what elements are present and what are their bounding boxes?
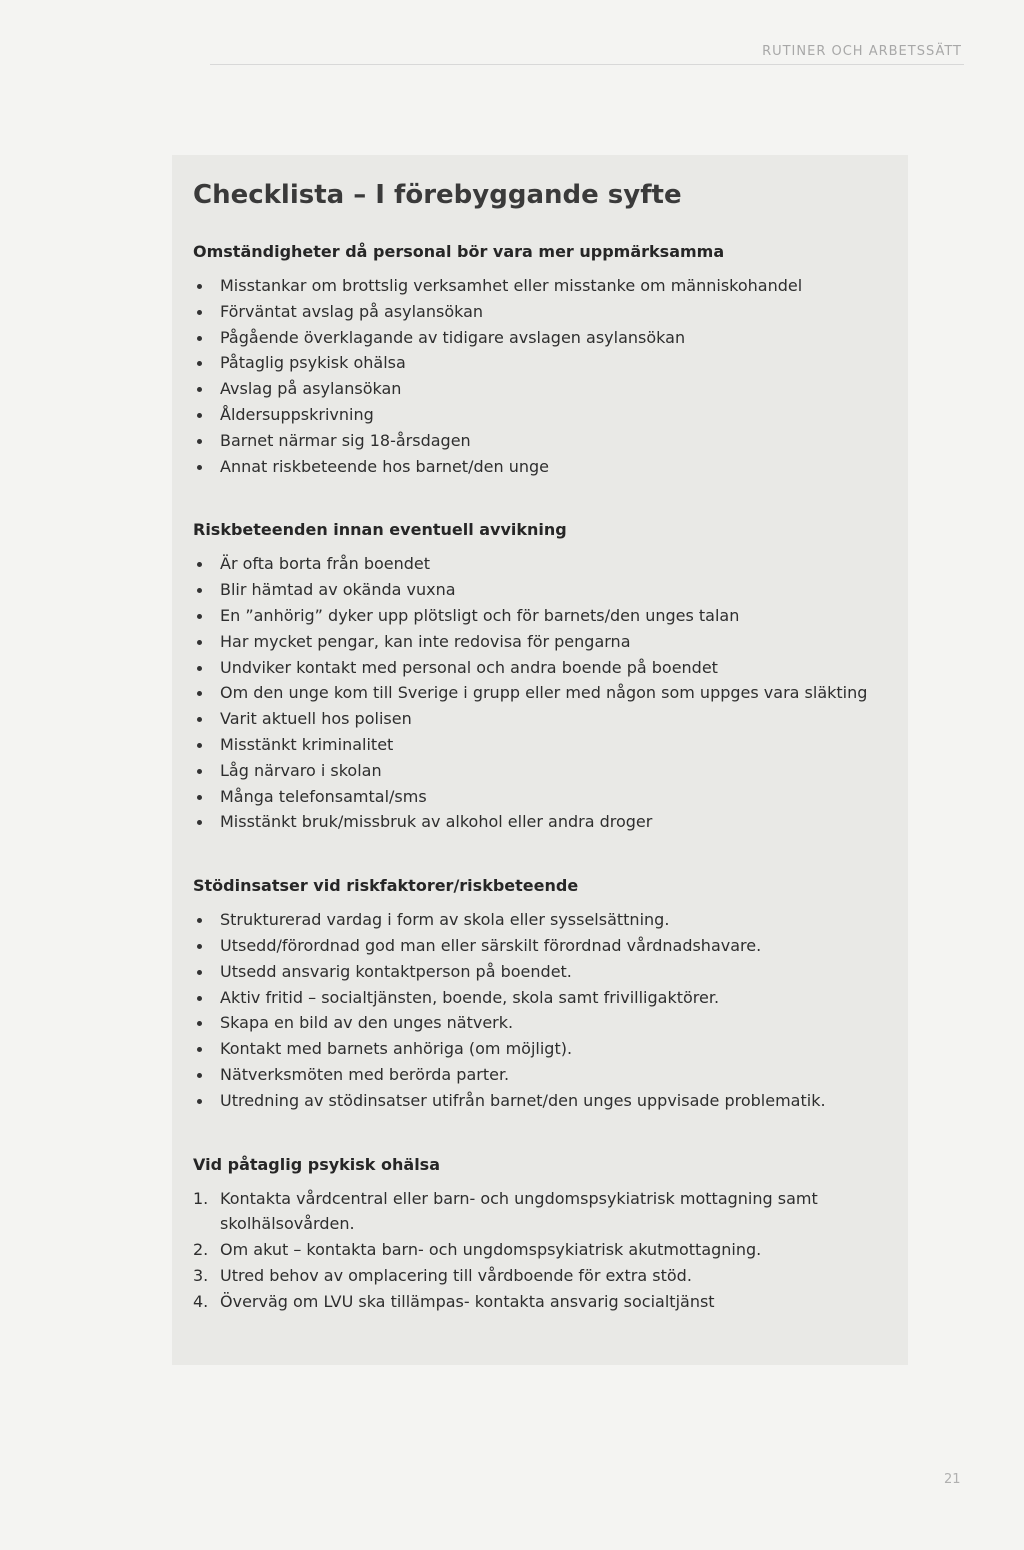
list-item: Har mycket pengar, kan inte redovisa för pengarna: [193, 629, 893, 655]
list-item: Annat riskbeteende hos barnet/den unge: [193, 454, 893, 480]
list-item: Avslag på asylansökan: [193, 376, 893, 402]
section-heading-stodinsatser: Stödinsatser vid riskfaktorer/riskbeteende: [193, 876, 579, 896]
list-item: Låg närvaro i skolan: [193, 758, 893, 784]
numbered-list-item: [193, 1263, 893, 1289]
list-item-text: Om akut – kontakta barn- och ungdomspsykiatrisk akutmottagning.: [220, 1240, 762, 1260]
numbered-list-item: [193, 1237, 893, 1263]
list-item: Förväntat avslag på asylansökan: [193, 299, 893, 325]
list-item: Utsedd/förordnad god man eller särskilt förordnad vårdnadshavare.: [193, 933, 893, 959]
list-item: Åldersuppskrivning: [193, 402, 893, 428]
list-stodinsatser: [193, 907, 893, 1113]
list-item-text: Utred behov av omplacering till vårdboende för extra stöd.: [220, 1265, 692, 1285]
page-number: 21: [944, 1472, 961, 1487]
list-item: Är ofta borta från boendet: [193, 551, 893, 577]
header-divider: [210, 64, 964, 65]
list-item: Kontakt med barnets anhöriga (om möjligt).: [193, 1036, 893, 1062]
list-item: Utsedd ansvarig kontaktperson på boendet.: [193, 959, 893, 985]
list-item: Misstankar om brottslig verksamhet eller misstanke om människohandel: [193, 273, 893, 299]
numbered-list-psykisk-ohalsa: [193, 1186, 893, 1315]
running-header: RUTINER OCH ARBETSSÄTT: [762, 44, 962, 59]
checklist-content: [193, 178, 893, 1355]
page-title: Checklista – I förebyggande syfte: [193, 180, 682, 210]
list-item: Misstänkt bruk/missbruk av alkohol eller andra droger: [193, 809, 893, 835]
list-number: 1.: [193, 1188, 209, 1208]
list-item: Skapa en bild av den unges nätverk.: [193, 1010, 893, 1036]
list-riskbeteenden: [193, 551, 893, 835]
list-item: Barnet närmar sig 18-årsdagen: [193, 428, 893, 454]
list-item: Varit aktuell hos polisen: [193, 706, 893, 732]
list-item: Utredning av stödinsatser utifrån barnet/den unges uppvisade problematik.: [193, 1088, 893, 1114]
list-item: Aktiv fritid – socialtjänsten, boende, skola samt frivilligaktörer.: [193, 985, 893, 1011]
numbered-list-item: [193, 1289, 893, 1315]
list-item-text: Kontakta vårdcentral eller barn- och ungdomspsykiatrisk mottagning samt skolhälsovården.: [220, 1188, 818, 1234]
section-heading-psykisk-ohalsa: Vid påtaglig psykisk ohälsa: [193, 1154, 440, 1174]
list-number: 2.: [193, 1240, 209, 1260]
list-number: 3.: [193, 1265, 209, 1285]
list-number: 4.: [193, 1291, 209, 1311]
section-heading-omstandigheter: Omständigheter då personal bör vara mer uppmärksamma: [193, 242, 725, 261]
list-item-text: Överväg om LVU ska tillämpas- kontakta ansvarig socialtjänst: [220, 1291, 715, 1311]
list-item: Pågående överklagande av tidigare avslagen asylansökan: [193, 325, 893, 351]
numbered-list-item: [193, 1186, 893, 1238]
list-item: En ”anhörig” dyker upp plötsligt och för barnets/den unges talan: [193, 603, 893, 629]
list-item: Om den unge kom till Sverige i grupp eller med någon som uppges vara släkting: [193, 680, 893, 706]
list-item: Misstänkt kriminalitet: [193, 732, 893, 758]
list-item: Påtaglig psykisk ohälsa: [193, 350, 893, 376]
list-item: Många telefonsamtal/sms: [193, 784, 893, 810]
list-item: Strukturerad vardag i form av skola eller sysselsättning.: [193, 907, 893, 933]
list-item: Nätverksmöten med berörda parter.: [193, 1062, 893, 1088]
list-item: Blir hämtad av okända vuxna: [193, 577, 893, 603]
list-omstandigheter: [193, 273, 893, 479]
section-heading-riskbeteenden: Riskbeteenden innan eventuell avvikning: [193, 520, 567, 540]
list-item: Undviker kontakt med personal och andra boende på boendet: [193, 655, 893, 681]
